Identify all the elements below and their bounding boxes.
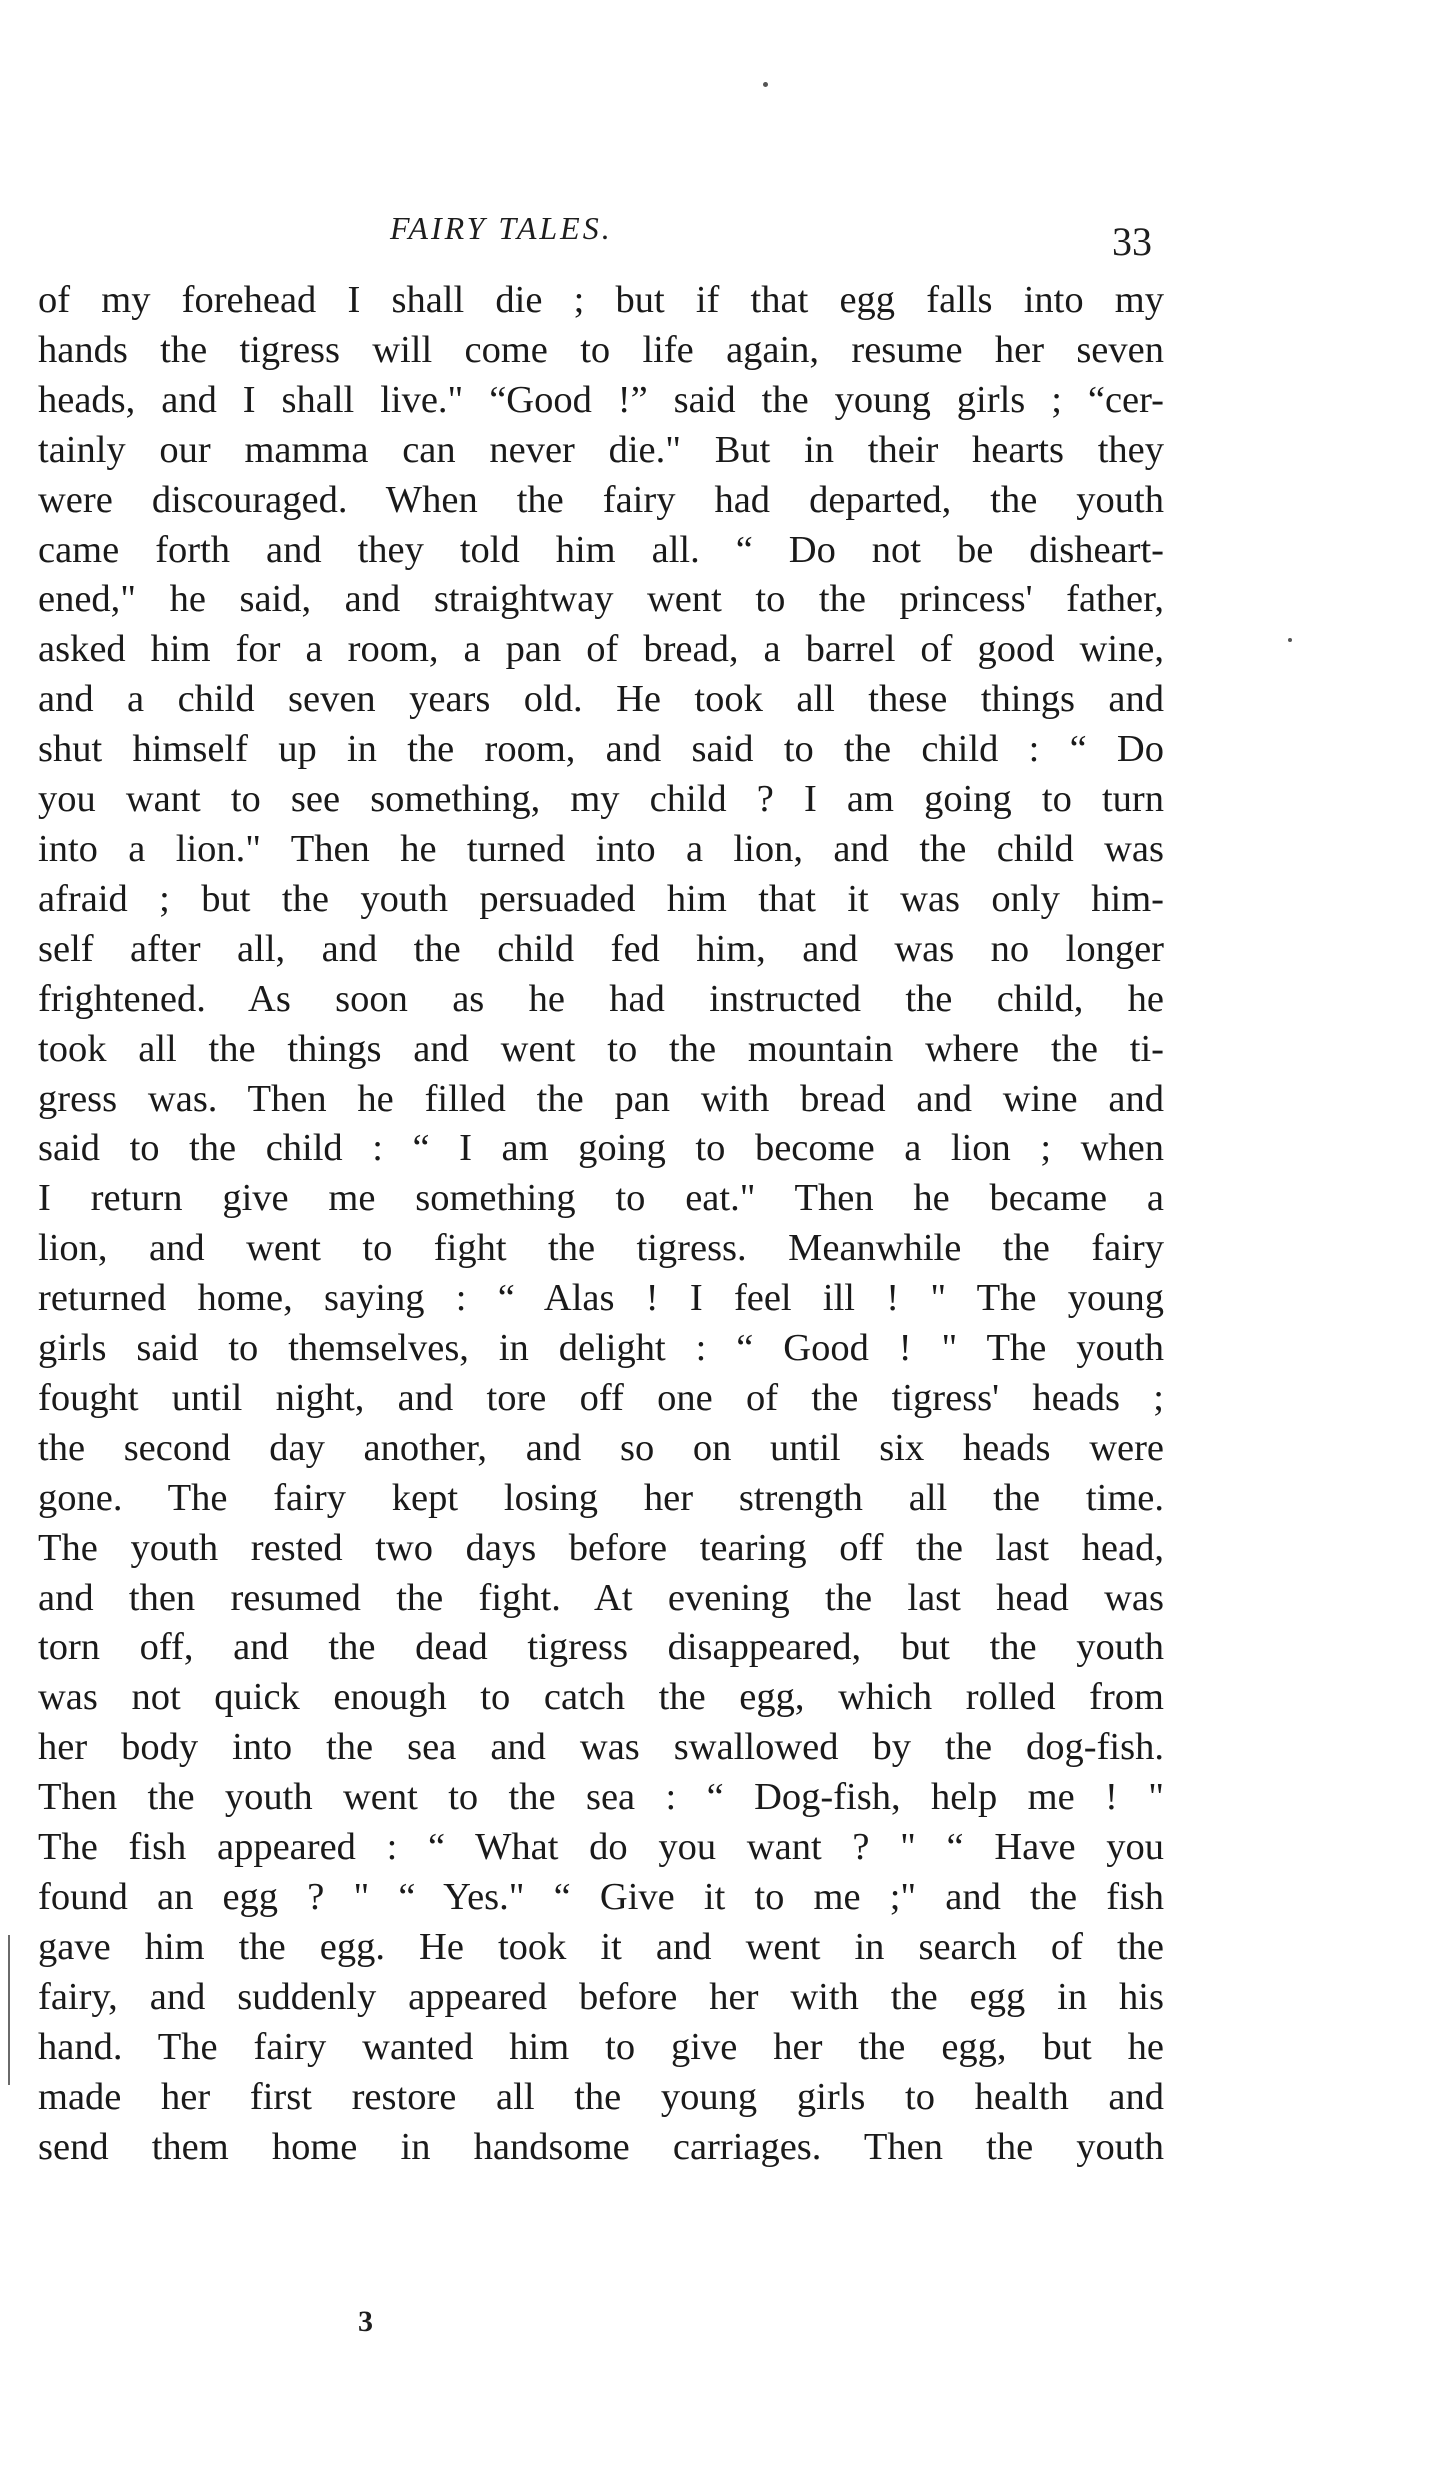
- text-line: hands the tigress will come to life again, resume her seven: [38, 328, 1164, 371]
- ink-speck: [1288, 638, 1292, 642]
- running-title: FAIRY TALES.: [390, 210, 613, 246]
- text-line: heads, and I shall live." “Good !” said the young girls ; “cer-: [38, 378, 1164, 421]
- text-line: gave him the egg. He took it and went in search of the: [38, 1925, 1164, 1968]
- text-line: into a lion." Then he turned into a lion, and the child was: [38, 827, 1164, 870]
- text-line: The youth rested two days before tearing off the last head,: [38, 1526, 1164, 1569]
- text-line: afraid ; but the youth persuaded him that it was only him-: [38, 877, 1164, 920]
- signature-mark: 3: [358, 2305, 373, 2338]
- text-line: The fish appeared : “ What do you want ? " “ Have you: [38, 1826, 1164, 1869]
- text-line: gone. The fairy kept losing her strength all the time.: [38, 1476, 1164, 1519]
- text-line: fought until night, and tore off one of the tigress' heads ;: [38, 1376, 1164, 1419]
- text-line: returned home, saying : “ Alas ! I feel ill ! " The young: [38, 1277, 1164, 1320]
- text-line: girls said to themselves, in delight : “ Good ! " The youth: [38, 1327, 1164, 1370]
- text-line: send them home in handsome carriages. Then the youth: [38, 2125, 1164, 2168]
- ink-speck: [763, 82, 768, 87]
- text-line: fairy, and suddenly appeared before her with the egg in his: [38, 1975, 1164, 2018]
- text-line: and a child seven years old. He took all these things and: [38, 678, 1164, 721]
- text-line: self after all, and the child fed him, and was no longer: [38, 927, 1164, 970]
- text-line: gress was. Then he filled the pan with bread and wine and: [38, 1077, 1164, 1120]
- text-line: ened," he said, and straightway went to the princess' father,: [38, 578, 1164, 621]
- text-line: found an egg ? " “ Yes." “ Give it to me ;" and the fish: [38, 1876, 1164, 1918]
- text-line: Then the youth went to the sea : “ Dog-fish, help me ! ": [38, 1776, 1164, 1819]
- page-number: 33: [1112, 219, 1152, 264]
- text-line: I return give me something to eat." Then he became a: [38, 1177, 1164, 1220]
- text-line: tainly our mamma can never die." But in their hearts they: [38, 428, 1164, 471]
- text-line: lion, and went to fight the tigress. Meanwhile the fairy: [38, 1227, 1164, 1270]
- margin-pencil-mark: [8, 1935, 10, 2085]
- text-line: you want to see something, my child ? I am going to turn: [38, 778, 1164, 821]
- text-line: her body into the sea and was swallowed by the dog-fish.: [38, 1726, 1164, 1769]
- text-line: was not quick enough to catch the egg, which rolled from: [38, 1676, 1164, 1719]
- text-line: came forth and they told him all. “ Do not be disheart-: [38, 528, 1164, 571]
- text-line: were discouraged. When the fairy had departed, the youth: [38, 478, 1164, 521]
- text-line: asked him for a room, a pan of bread, a barrel of good wine,: [38, 628, 1164, 671]
- text-line: and then resumed the fight. At evening the last head was: [38, 1576, 1164, 1619]
- text-line: the second day another, and so on until six heads were: [38, 1426, 1164, 1469]
- text-line: made her first restore all the young girls to health and: [38, 2075, 1164, 2118]
- text-line: said to the child : “ I am going to become a lion ; when: [38, 1127, 1164, 1170]
- text-line: torn off, and the dead tigress disappeared, but the youth: [38, 1626, 1164, 1669]
- text-line: took all the things and went to the mountain where the ti-: [38, 1027, 1164, 1070]
- text-line: of my forehead I shall die ; but if that egg falls into my: [38, 279, 1164, 321]
- body-text: [38, 276, 1164, 2172]
- text-line: frightened. As soon as he had instructed the child, he: [38, 977, 1164, 1020]
- text-line: shut himself up in the room, and said to the child : “ Do: [38, 728, 1164, 771]
- text-line: hand. The fairy wanted him to give her the egg, but he: [38, 2025, 1164, 2068]
